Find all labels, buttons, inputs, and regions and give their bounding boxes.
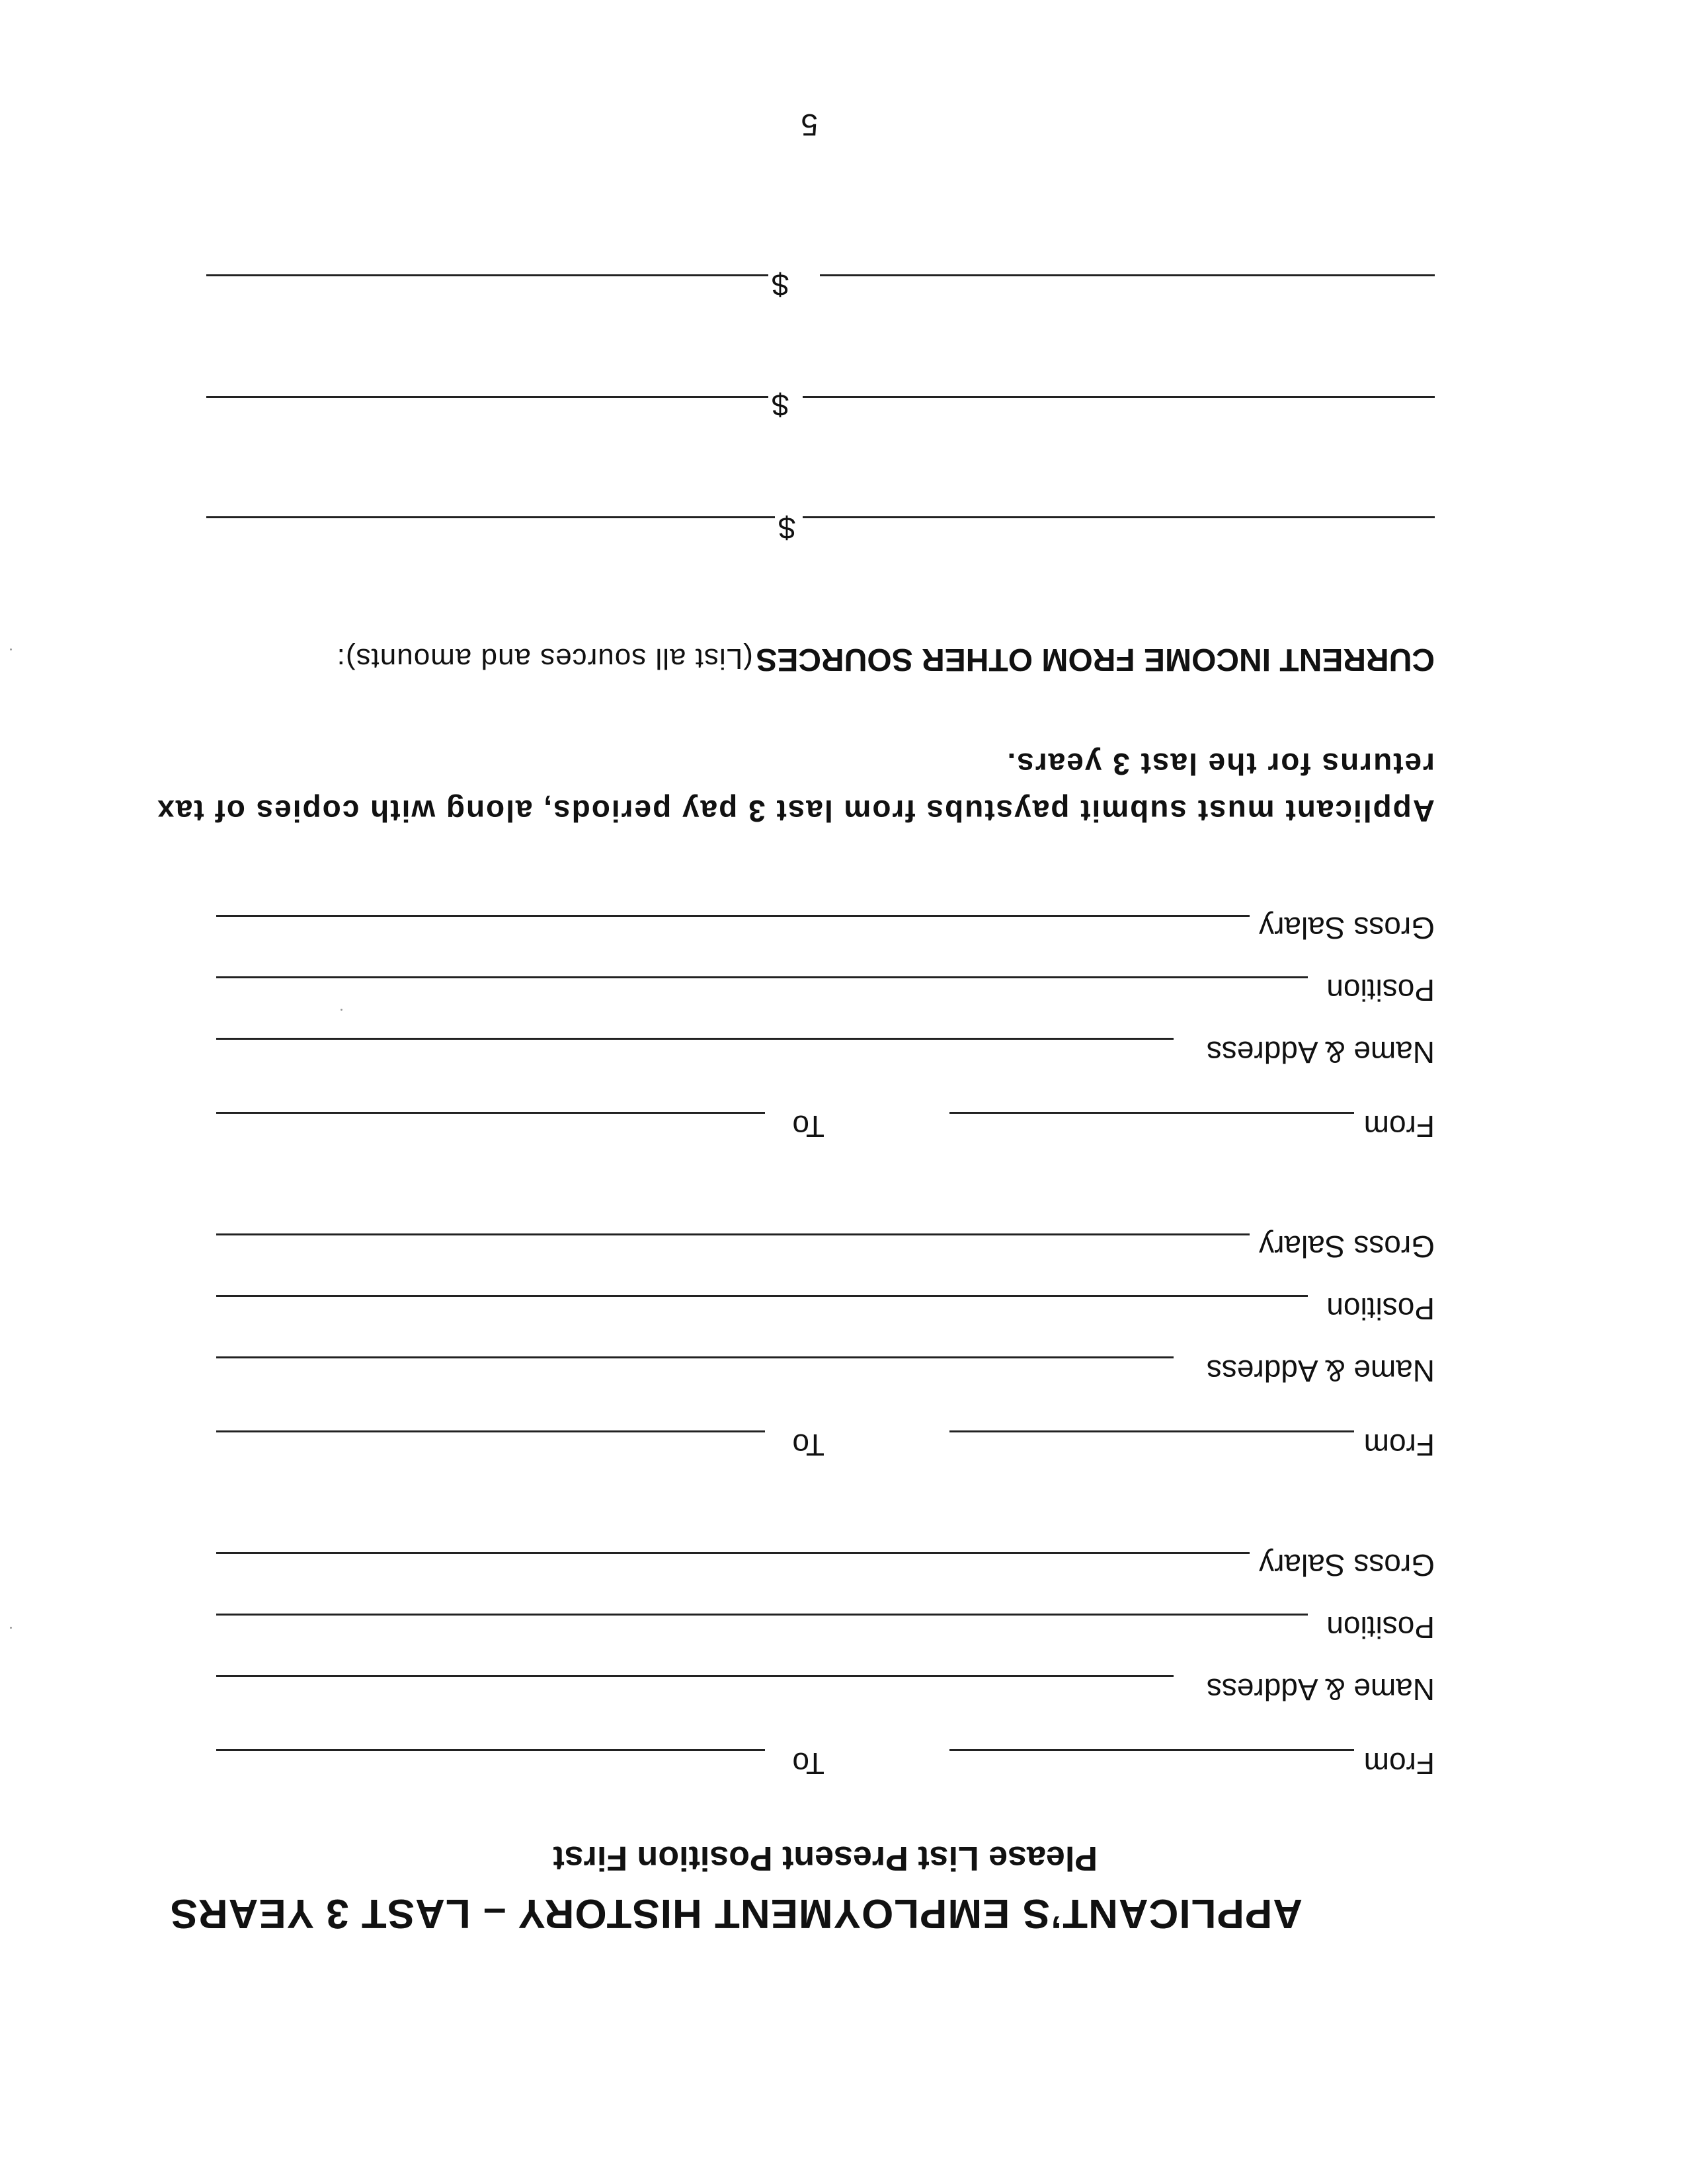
- income-source-field[interactable]: [803, 516, 1435, 518]
- name-address-field[interactable]: [216, 1356, 1174, 1358]
- from-label: From: [1363, 1746, 1435, 1781]
- gross-salary-field[interactable]: [216, 1552, 1250, 1554]
- dollar-sign: $: [778, 511, 795, 545]
- from-label: From: [1363, 1428, 1435, 1462]
- scan-speck: [10, 1627, 12, 1629]
- position-field[interactable]: [216, 976, 1308, 978]
- position-label: Position: [1326, 1292, 1435, 1326]
- page-title: APPLICANT’S EMPLOYMENT HISTORY – LAST 3 YEARS: [169, 1891, 1303, 1936]
- from-label: From: [1363, 1109, 1435, 1144]
- name-address-label: Name & Address: [1206, 1354, 1435, 1388]
- position-label: Position: [1326, 1610, 1435, 1645]
- to-label: To: [792, 1746, 824, 1781]
- position-label: Position: [1326, 973, 1435, 1007]
- gross-salary-label: Gross Salary: [1259, 911, 1435, 945]
- name-address-label: Name & Address: [1206, 1672, 1435, 1707]
- to-label: To: [792, 1428, 824, 1462]
- gross-salary-field[interactable]: [216, 915, 1250, 917]
- position-field[interactable]: [216, 1614, 1308, 1616]
- income-amount-field[interactable]: [206, 274, 768, 276]
- name-address-label: Name & Address: [1206, 1035, 1435, 1070]
- gross-salary-label: Gross Salary: [1259, 1229, 1435, 1264]
- dollar-sign: $: [772, 388, 789, 422]
- income-amount-field[interactable]: [206, 516, 775, 518]
- page-subtitle: Please List Present Position First: [553, 1839, 1098, 1877]
- other-income-heading-note: (List all sources and amounts):: [336, 643, 753, 675]
- name-address-field[interactable]: [216, 1675, 1174, 1677]
- other-income-heading-text: CURRENT INCOME FROM OTHER SOURCES: [756, 642, 1435, 677]
- gross-salary-field[interactable]: [216, 1233, 1250, 1235]
- dollar-sign: $: [772, 268, 789, 302]
- scan-speck: [10, 648, 12, 650]
- paystub-notice-line-1: Applicant must submit paystubs from last 3 pay periods, along with copies of tax: [156, 794, 1435, 828]
- position-field[interactable]: [216, 1295, 1308, 1297]
- income-amount-field[interactable]: [206, 396, 768, 398]
- other-income-heading: [337, 643, 1435, 675]
- to-label: To: [792, 1109, 824, 1144]
- to-date-field[interactable]: [216, 1430, 765, 1432]
- name-address-field[interactable]: [216, 1038, 1174, 1040]
- from-date-field[interactable]: [949, 1112, 1354, 1114]
- from-date-field[interactable]: [949, 1430, 1354, 1432]
- paystub-notice-line-2: returns for the last 3 years.: [1006, 747, 1435, 781]
- income-source-field[interactable]: [820, 274, 1435, 276]
- to-date-field[interactable]: [216, 1112, 765, 1114]
- gross-salary-label: Gross Salary: [1259, 1548, 1435, 1582]
- scan-speck: [341, 1009, 342, 1011]
- from-date-field[interactable]: [949, 1749, 1354, 1751]
- to-date-field[interactable]: [216, 1749, 765, 1751]
- income-source-field[interactable]: [803, 396, 1435, 398]
- page-number: 5: [801, 108, 818, 142]
